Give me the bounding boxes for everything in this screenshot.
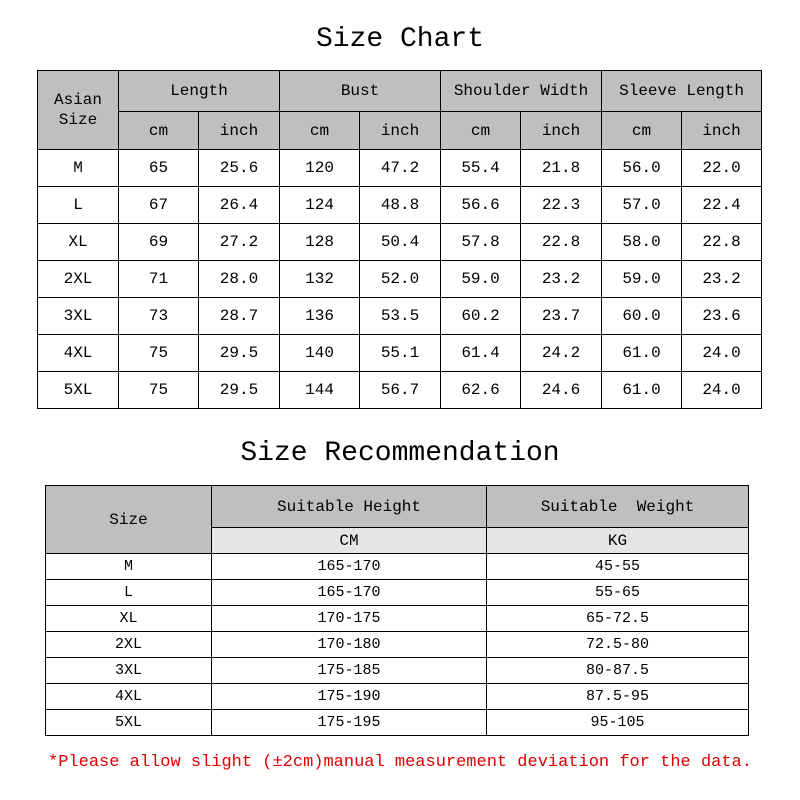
measurement-cell: 24.6 <box>521 372 602 409</box>
measurement-cell: 136 <box>280 298 360 335</box>
weight-unit-header: KG <box>487 528 749 554</box>
length-header: Length <box>119 71 280 112</box>
table-row <box>38 261 762 298</box>
table-row <box>38 298 762 335</box>
unit-header: cm <box>441 112 521 150</box>
unit-header: inch <box>360 112 441 150</box>
height-unit-header: CM <box>212 528 487 554</box>
measurement-note: *Please allow slight (±2cm)manual measurement deviation for the data. <box>48 753 752 772</box>
size-column-header: Asian Size <box>38 71 119 150</box>
table-row <box>46 606 749 632</box>
table-row <box>38 335 762 372</box>
measurement-cell: 48.8 <box>360 187 441 224</box>
measurement-cell: 57.8 <box>441 224 521 261</box>
measurement-cell: 24.0 <box>682 335 762 372</box>
measurement-cell: 124 <box>280 187 360 224</box>
size-cell: 3XL <box>46 658 212 684</box>
table-row <box>46 632 749 658</box>
unit-header: cm <box>280 112 360 150</box>
height-cell: 165-170 <box>212 554 487 580</box>
measurement-cell: 27.2 <box>199 224 280 261</box>
measurement-cell: 75 <box>119 372 199 409</box>
size-cell: 4XL <box>46 684 212 710</box>
measurement-cell: 22.3 <box>521 187 602 224</box>
height-cell: 165-170 <box>212 580 487 606</box>
weight-cell: 87.5-95 <box>487 684 749 710</box>
measurement-cell: 23.2 <box>682 261 762 298</box>
table-row <box>46 684 749 710</box>
measurement-cell: 60.0 <box>602 298 682 335</box>
measurement-cell: 26.4 <box>199 187 280 224</box>
height-cell: 175-190 <box>212 684 487 710</box>
weight-cell: 45-55 <box>487 554 749 580</box>
measurement-cell: 55.4 <box>441 150 521 187</box>
measurement-cell: 23.7 <box>521 298 602 335</box>
measurement-cell: 75 <box>119 335 199 372</box>
table-row <box>46 658 749 684</box>
measurement-cell: 60.2 <box>441 298 521 335</box>
height-cell: 170-180 <box>212 632 487 658</box>
size-cell: 4XL <box>38 335 119 372</box>
size-cell: 5XL <box>46 710 212 736</box>
size-chart-title: Size Chart <box>315 24 485 55</box>
measurement-cell: 29.5 <box>199 335 280 372</box>
size-recommendation-table <box>45 485 749 736</box>
size-chart-table <box>37 70 762 409</box>
table-row <box>38 187 762 224</box>
measurement-cell: 128 <box>280 224 360 261</box>
size-recommendation-title: Size Recommendation <box>240 438 560 469</box>
weight-cell: 72.5-80 <box>487 632 749 658</box>
bust-header: Bust <box>280 71 441 112</box>
measurement-cell: 56.0 <box>602 150 682 187</box>
measurement-cell: 25.6 <box>199 150 280 187</box>
unit-header: cm <box>119 112 199 150</box>
measurement-cell: 56.7 <box>360 372 441 409</box>
size-cell: L <box>46 580 212 606</box>
measurement-cell: 23.6 <box>682 298 762 335</box>
measurement-cell: 61.4 <box>441 335 521 372</box>
table-row <box>46 554 749 580</box>
weight-cell: 95-105 <box>487 710 749 736</box>
table-row <box>38 224 762 261</box>
size-column-header: Size <box>46 486 212 554</box>
size-cell: 2XL <box>46 632 212 658</box>
measurement-cell: 59.0 <box>602 261 682 298</box>
measurement-cell: 24.2 <box>521 335 602 372</box>
height-cell: 175-195 <box>212 710 487 736</box>
measurement-cell: 67 <box>119 187 199 224</box>
unit-header: cm <box>602 112 682 150</box>
measurement-cell: 29.5 <box>199 372 280 409</box>
measurement-cell: 22.4 <box>682 187 762 224</box>
measurement-cell: 28.0 <box>199 261 280 298</box>
table-row <box>46 710 749 736</box>
measurement-cell: 22.8 <box>521 224 602 261</box>
measurement-cell: 24.0 <box>682 372 762 409</box>
measurement-cell: 61.0 <box>602 372 682 409</box>
measurement-cell: 23.2 <box>521 261 602 298</box>
size-recommendation-body <box>46 554 749 736</box>
measurement-cell: 140 <box>280 335 360 372</box>
measurement-cell: 144 <box>280 372 360 409</box>
weight-cell: 55-65 <box>487 580 749 606</box>
suitable-height-header: Suitable Height <box>212 486 487 528</box>
measurement-cell: 132 <box>280 261 360 298</box>
size-cell: L <box>38 187 119 224</box>
unit-header: inch <box>199 112 280 150</box>
measurement-cell: 61.0 <box>602 335 682 372</box>
table-row <box>38 372 762 409</box>
weight-cell: 65-72.5 <box>487 606 749 632</box>
sleeve-length-header: Sleeve Length <box>602 71 762 112</box>
size-cell: XL <box>38 224 119 261</box>
measurement-cell: 62.6 <box>441 372 521 409</box>
measurement-cell: 53.5 <box>360 298 441 335</box>
size-chart-body <box>38 150 762 409</box>
measurement-cell: 21.8 <box>521 150 602 187</box>
measurement-cell: 65 <box>119 150 199 187</box>
measurement-cell: 22.8 <box>682 224 762 261</box>
suitable-weight-header: Suitable Weight <box>487 486 749 528</box>
shoulder-width-header: Shoulder Width <box>441 71 602 112</box>
measurement-cell: 57.0 <box>602 187 682 224</box>
height-cell: 170-175 <box>212 606 487 632</box>
size-cell: M <box>46 554 212 580</box>
height-cell: 175-185 <box>212 658 487 684</box>
size-cell: 5XL <box>38 372 119 409</box>
measurement-cell: 71 <box>119 261 199 298</box>
unit-header: inch <box>521 112 602 150</box>
measurement-cell: 55.1 <box>360 335 441 372</box>
measurement-cell: 22.0 <box>682 150 762 187</box>
measurement-cell: 73 <box>119 298 199 335</box>
table-row <box>46 580 749 606</box>
size-cell: 3XL <box>38 298 119 335</box>
unit-header: inch <box>682 112 762 150</box>
measurement-cell: 28.7 <box>199 298 280 335</box>
table-row <box>38 150 762 187</box>
measurement-cell: 47.2 <box>360 150 441 187</box>
measurement-cell: 50.4 <box>360 224 441 261</box>
weight-cell: 80-87.5 <box>487 658 749 684</box>
size-cell: XL <box>46 606 212 632</box>
measurement-cell: 59.0 <box>441 261 521 298</box>
measurement-cell: 58.0 <box>602 224 682 261</box>
size-cell: M <box>38 150 119 187</box>
measurement-cell: 120 <box>280 150 360 187</box>
measurement-cell: 56.6 <box>441 187 521 224</box>
measurement-cell: 69 <box>119 224 199 261</box>
measurement-cell: 52.0 <box>360 261 441 298</box>
size-cell: 2XL <box>38 261 119 298</box>
